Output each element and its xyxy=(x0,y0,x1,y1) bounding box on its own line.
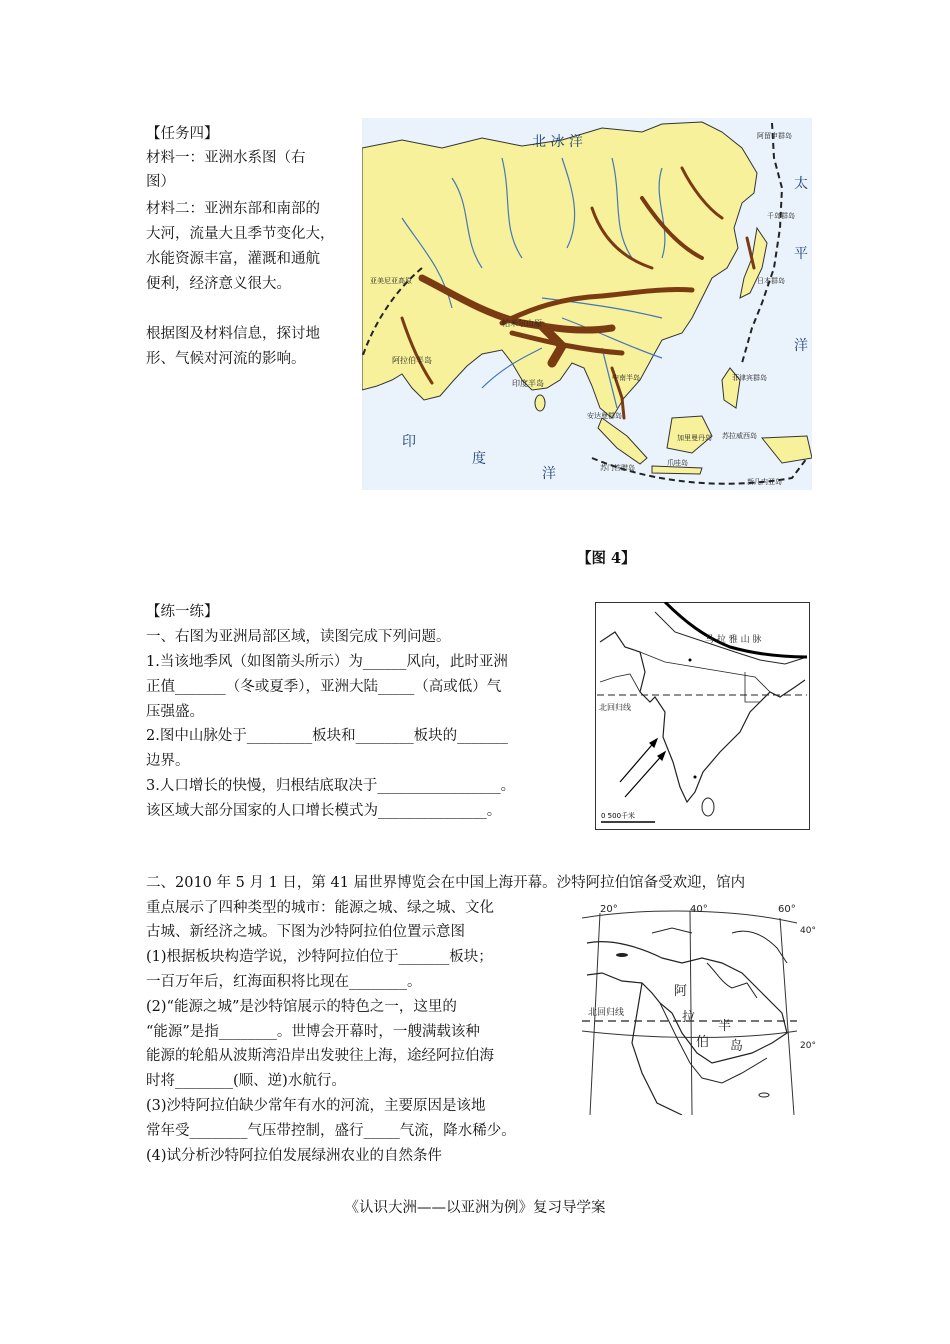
north-ocean-label: 北 冰 洋 xyxy=(532,134,583,150)
practice-line: 正值_______（冬或夏季），亚洲大陆_____（高或低）气 xyxy=(146,679,502,695)
q2-line: 二、2010 年 5 月 1 日，第 41 届世界博览会在中国上海开幕。沙特阿拉伯馆备受欢迎，馆内 xyxy=(146,875,746,891)
java-label: 爪哇岛 xyxy=(667,459,688,467)
practice-line: 压强盛。 xyxy=(146,704,204,720)
task4-line: 材料一：亚洲水系图（右 xyxy=(146,150,306,166)
aleutian-label: 阿留申群岛 xyxy=(757,132,792,140)
practice-line: 该区域大部分国家的人口增长模式为_______________。 xyxy=(146,803,502,819)
india-tropic-label: 北回归线 xyxy=(599,703,631,712)
arabia-char-ban: 半 xyxy=(718,1019,732,1034)
q2-line: (1)根据板块构造学说，沙特阿拉伯位于_______板块； xyxy=(146,949,493,965)
practice-line: 边界。 xyxy=(146,753,190,769)
andaman-label: 安达曼群岛 xyxy=(587,412,622,420)
sumatra-label: 苏门答腊岛 xyxy=(600,464,635,472)
lon-20-label: 20° xyxy=(600,904,618,915)
pacific-label-3: 洋 xyxy=(794,338,808,354)
japan-label: 日本群岛 xyxy=(757,277,785,285)
pacific-label-2: 平 xyxy=(794,246,808,262)
practice-heading: 【练一练】 xyxy=(146,604,219,620)
task4-heading: 【任务四】 xyxy=(146,126,219,142)
task4-text-block xyxy=(146,122,356,372)
practice-line: 1.当该地季风（如图箭头所示）为______风向，此时亚洲 xyxy=(146,654,508,670)
lat-20-label: 20° xyxy=(800,1041,816,1051)
arabian-label: 阿拉伯半岛 xyxy=(392,356,432,365)
task4-line: 形、气候对河流的影响。 xyxy=(146,351,306,367)
q2-line: 一百万年后，红海面积将比现在________。 xyxy=(146,974,422,990)
india-scale-label: 0 500千米 xyxy=(601,812,636,820)
task4-line: 图） xyxy=(146,174,175,190)
asia-river-map xyxy=(362,118,812,490)
practice-line: 2.图中山脉处于_________板块和________板块的_______ xyxy=(146,728,508,744)
kalimantan-label: 加里曼丹岛 xyxy=(677,434,712,442)
kuril-label: 千岛群岛 xyxy=(767,212,795,220)
q2-line: (3)沙特阿拉伯缺少常年有水的河流，主要原因是该地 xyxy=(146,1098,486,1114)
task4-line: 大河，流量大且季节变化大， xyxy=(146,226,335,242)
arabia-char-bo: 伯 xyxy=(696,1035,710,1050)
task4-line: 根据图及材料信息，探讨地 xyxy=(146,326,320,342)
arabia-char-dao: 岛 xyxy=(730,1039,744,1054)
sulawesi-label: 苏拉威西岛 xyxy=(722,432,757,440)
q2-line: (2)“能源之城”是沙特馆展示的特色之一，这里的 xyxy=(146,999,457,1015)
q2-line: 常年受________气压带控制，盛行_____气流，降水稀少。 xyxy=(146,1123,516,1139)
q2-line: 重点展示了四种类型的城市：能源之城、绿之城、文化 xyxy=(146,900,494,916)
lon-60-label: 60° xyxy=(778,904,796,915)
q2-line: 古城、新经济之城。下图为沙特阿拉伯位置示意图 xyxy=(146,924,465,940)
arabia-char-la: 拉 xyxy=(682,1010,696,1025)
task4-line: 水能资源丰富，灌溉和通航 xyxy=(146,251,320,267)
india-peninsula-label: 印度半岛 xyxy=(512,379,544,388)
caucasus-label: 亚美尼亚高原 xyxy=(370,277,412,285)
practice-line: 一、右图为亚洲局部区域，读图完成下列问题。 xyxy=(146,629,451,645)
q2-line: 能源的轮船从波斯湾沿岸出发驶往上海，途经阿拉伯海 xyxy=(146,1048,494,1064)
q2-line: (4)试分析沙特阿拉伯发展绿洲农业的自然条件 xyxy=(146,1148,443,1164)
pamir-label: 帕米尔山原 xyxy=(502,319,542,328)
task4-line: 材料二：亚洲东部和南部的 xyxy=(146,201,320,217)
lat-40-label: 40° xyxy=(800,926,816,936)
figure-4-caption: 【图 4】 xyxy=(577,550,636,567)
philippines-label: 菲律宾群岛 xyxy=(732,374,767,382)
practice-block xyxy=(146,600,586,820)
lon-40-label: 40° xyxy=(690,904,708,915)
task4-line: 便利，经济意义很大。 xyxy=(146,276,291,292)
indochina-label: 中南半岛 xyxy=(612,374,640,382)
indian-label-3: 洋 xyxy=(542,466,556,482)
india-map xyxy=(595,602,810,830)
q2-line: 时将________(顺、逆)水航行。 xyxy=(146,1073,346,1089)
practice-line: 3.人口增长的快慢，归根结底取决于_________________。 xyxy=(146,778,516,794)
arabia-map xyxy=(582,903,820,1115)
new-guinea-label: 新几内亚岛 xyxy=(747,478,782,486)
himalaya-label: 马 拉 雅 山 脉 xyxy=(705,635,762,645)
q2-block xyxy=(146,896,576,1176)
pacific-label-1: 太 xyxy=(794,176,808,192)
page-footer: 《认识大洲——以亚洲为例》复习导学案 xyxy=(344,1200,606,1216)
arabia-char-a: 阿 xyxy=(674,984,688,999)
indian-label-1: 印 xyxy=(402,434,416,450)
indian-label-2: 度 xyxy=(472,451,486,467)
arabia-tropic-label: 北回归线 xyxy=(588,1008,625,1018)
q2-line: “能源”是指________。世博会开幕时，一艘满载该种 xyxy=(146,1024,480,1040)
